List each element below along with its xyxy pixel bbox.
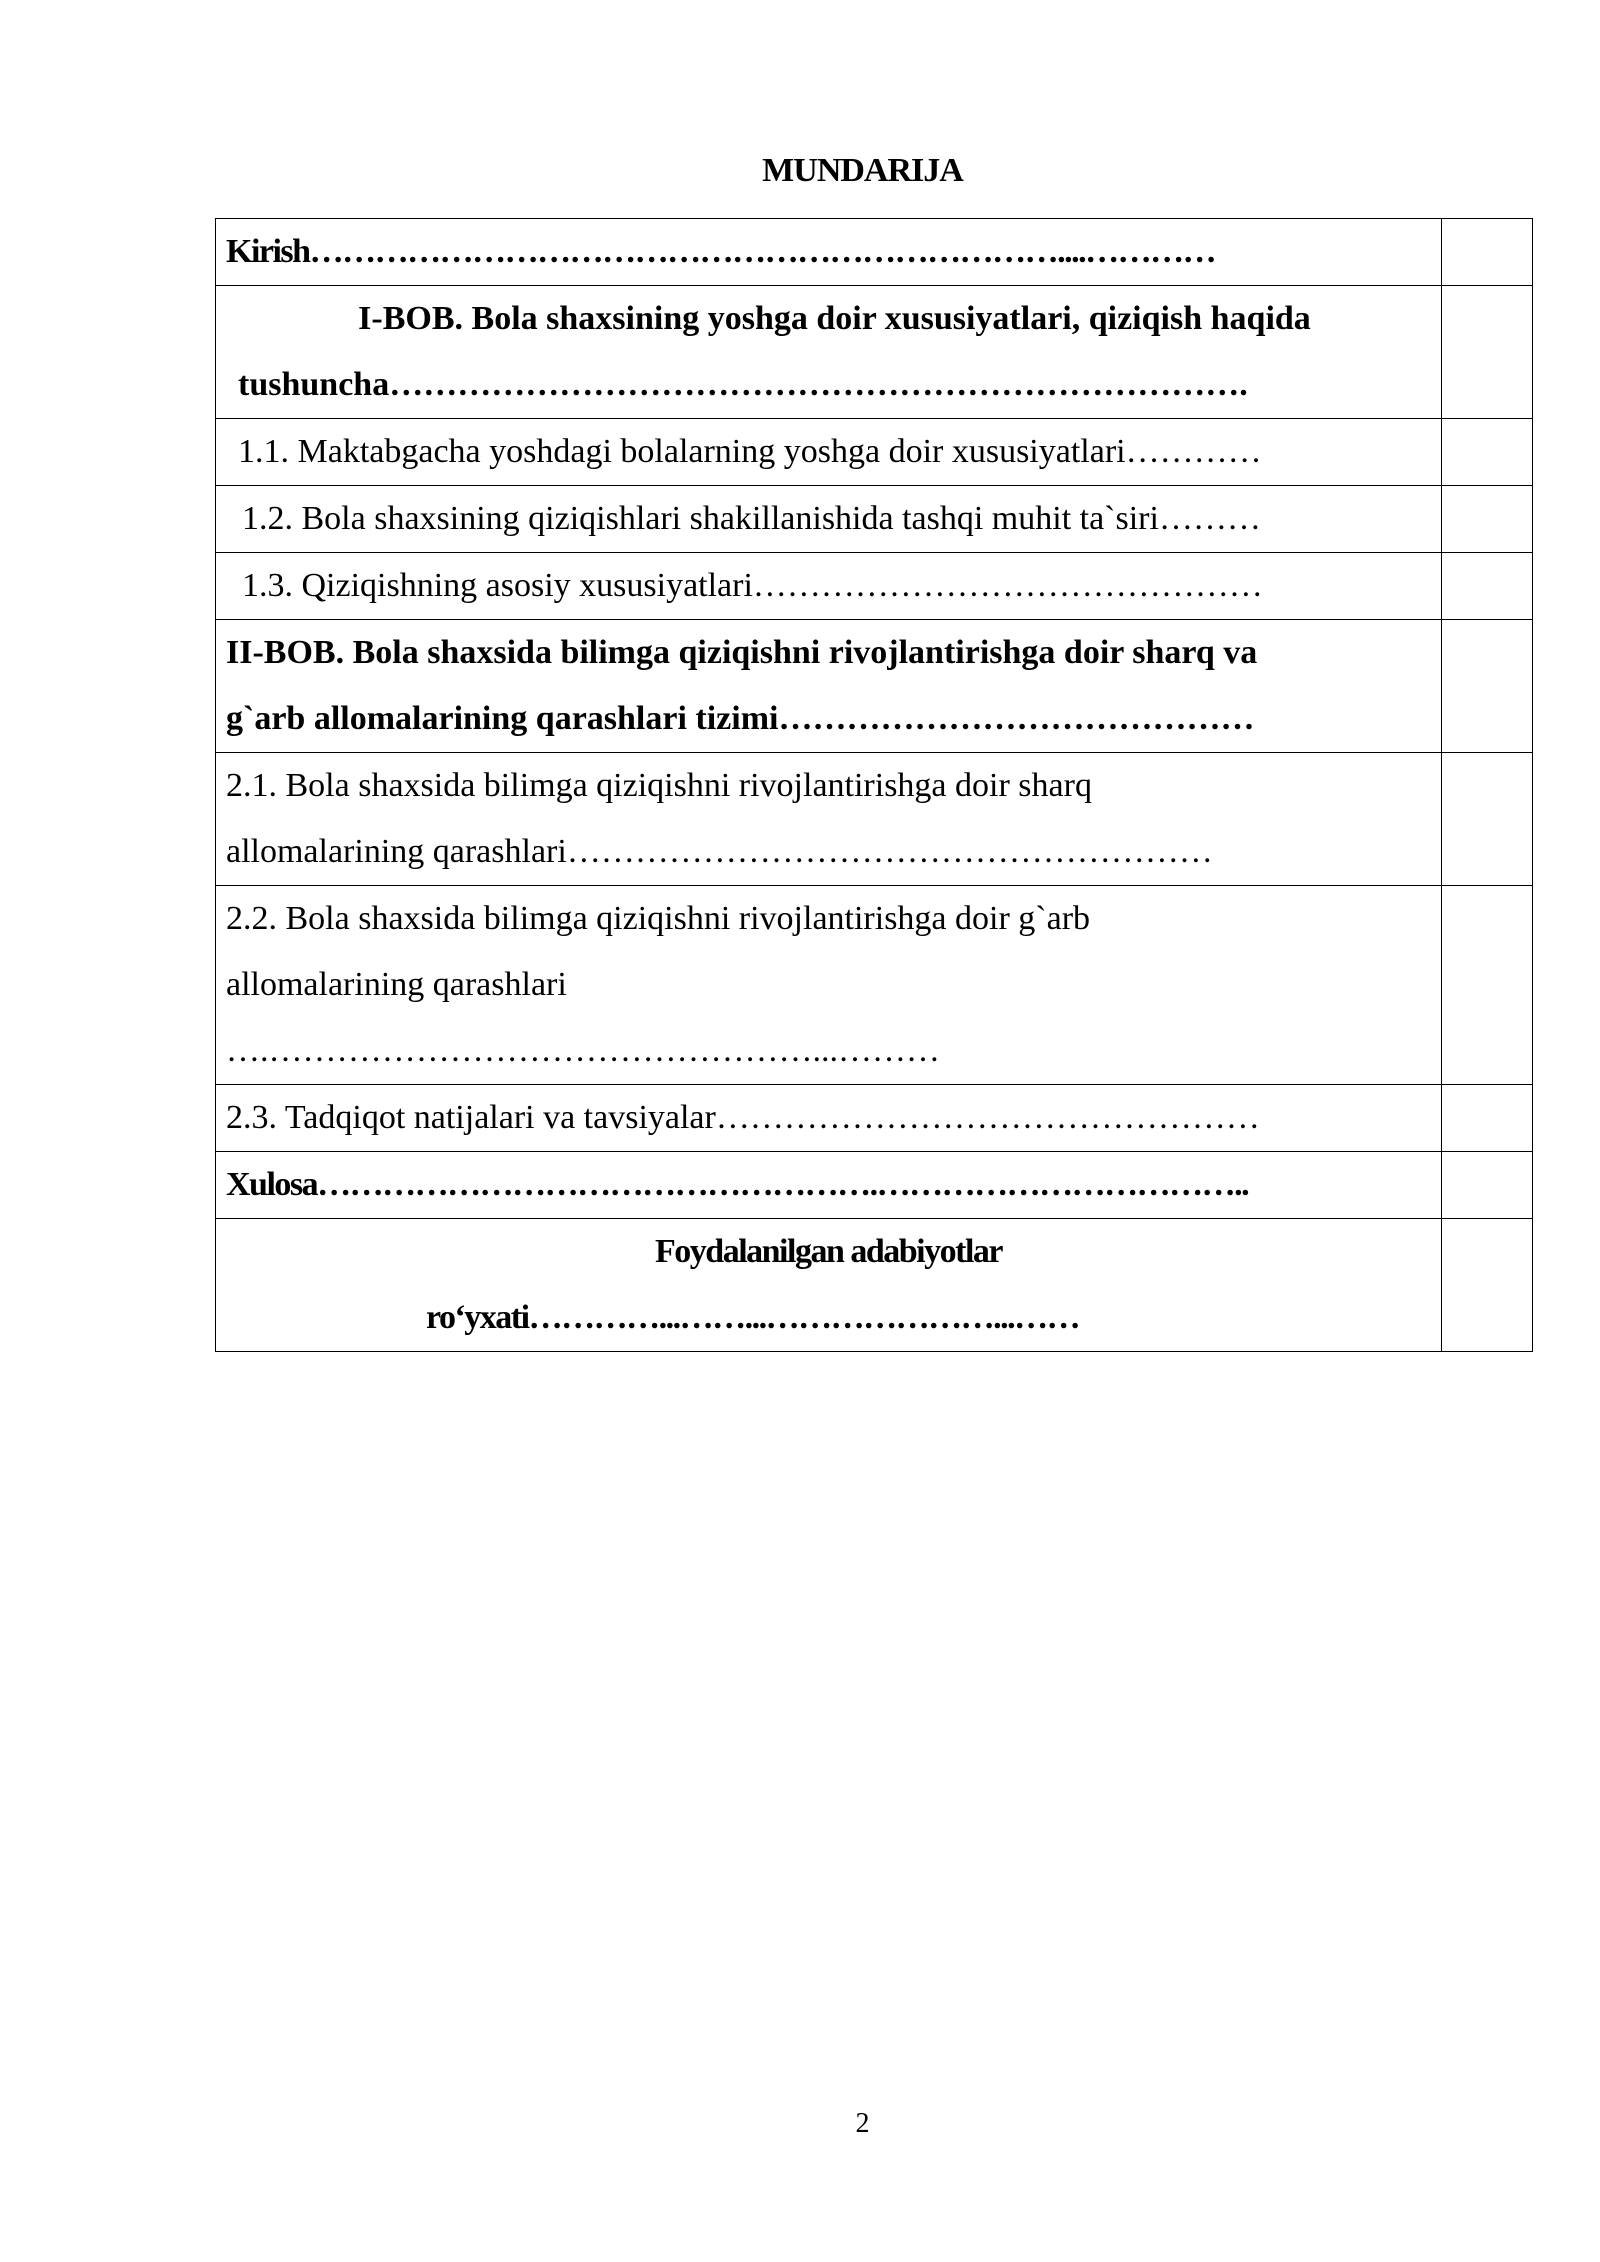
toc-entry-text: II-BOB. Bola shaxsida bilimga qiziqishni rivojlantirishga doir sharq va <box>226 634 1258 671</box>
toc-entry-text: allomalarining qarashlari <box>226 966 567 1003</box>
toc-row-1-3 <box>216 553 1533 620</box>
toc-entry <box>216 419 1442 486</box>
toc-row-2-2 <box>216 886 1533 1085</box>
toc-entry-text: Kirish……………………………………………………………....………… <box>226 233 1216 270</box>
toc-entry <box>216 620 1442 753</box>
toc-entry-text: 1.3. Qiziqishning asosiy xususiyatlari……………………………………… <box>242 567 1263 604</box>
toc-entry <box>216 286 1442 419</box>
toc-entry-text: 2.3. Tadqiqot natijalari va tavsiyalar………………………………………… <box>226 1099 1260 1136</box>
toc-entry-text: 2.2. Bola shaxsida bilimga qiziqishni rivojlantirishga doir g`arb <box>226 900 1091 937</box>
page-title: MUNDARIJA <box>762 152 963 189</box>
toc-row-kirish <box>216 219 1533 286</box>
toc-entry <box>216 486 1442 553</box>
toc-page-cell <box>1442 1219 1533 1352</box>
toc-page-cell <box>1442 486 1533 553</box>
toc-page-cell <box>1442 1085 1533 1152</box>
toc-page-cell <box>1442 286 1533 419</box>
toc-entry-text: ro‘yxati…………...……...…………………...…… <box>426 1299 1080 1336</box>
toc-entry <box>216 886 1442 1085</box>
toc-row-2-1 <box>216 753 1533 886</box>
toc-row-1-1 <box>216 419 1533 486</box>
toc-entry-text: I-BOB. Bola shaxsining yoshga doir xususiyatlari, qiziqish haqida <box>358 300 1311 337</box>
toc-entry <box>216 753 1442 886</box>
toc-entry-text: tushuncha…………………………………………………………………. <box>238 366 1248 403</box>
toc-entry <box>216 1085 1442 1152</box>
toc-entry-text: 2.1. Bola shaxsida bilimga qiziqishni rivojlantirishga doir sharq <box>226 767 1092 804</box>
toc-row-xulosa <box>216 1152 1533 1219</box>
toc-entry-text: Xulosa…………………………………………….…………………………….. <box>226 1166 1249 1203</box>
table-of-contents <box>215 218 1533 1352</box>
toc-page-cell <box>1442 419 1533 486</box>
toc-entry <box>216 553 1442 620</box>
toc-row-chapter-1 <box>216 286 1533 419</box>
toc-row-references <box>216 1219 1533 1352</box>
toc-entry-text: g`arb allomalarining qarashlari tizimi…………………………………… <box>226 700 1255 737</box>
toc-page-cell <box>1442 553 1533 620</box>
toc-entry <box>216 219 1442 286</box>
toc-entry-text: Foydalanilgan adabiyotlar <box>655 1233 1002 1270</box>
toc-entry <box>216 1152 1442 1219</box>
toc-entry-text: 1.1. Maktabgacha yoshdagi bolalarning yoshga doir xususiyatlari………… <box>238 433 1262 470</box>
toc-entry-text: 1.2. Bola shaxsining qiziqishlari shakillanishida tashqi muhit ta`siri……… <box>242 500 1261 537</box>
toc-page-cell <box>1442 219 1533 286</box>
toc-page-cell <box>1442 620 1533 753</box>
toc-entry-text: allomalarining qarashlari………………………………………………… <box>226 833 1213 870</box>
page-number: 2 <box>855 2108 870 2139</box>
toc-page-cell <box>1442 886 1533 1085</box>
toc-row-chapter-2 <box>216 620 1533 753</box>
toc-page-cell <box>1442 1152 1533 1219</box>
toc-page-cell <box>1442 753 1533 886</box>
toc-row-1-2 <box>216 486 1533 553</box>
toc-entry <box>216 1219 1442 1352</box>
toc-row-2-3 <box>216 1085 1533 1152</box>
toc-entry-text: ….…………………………………………...……… <box>226 1032 940 1069</box>
